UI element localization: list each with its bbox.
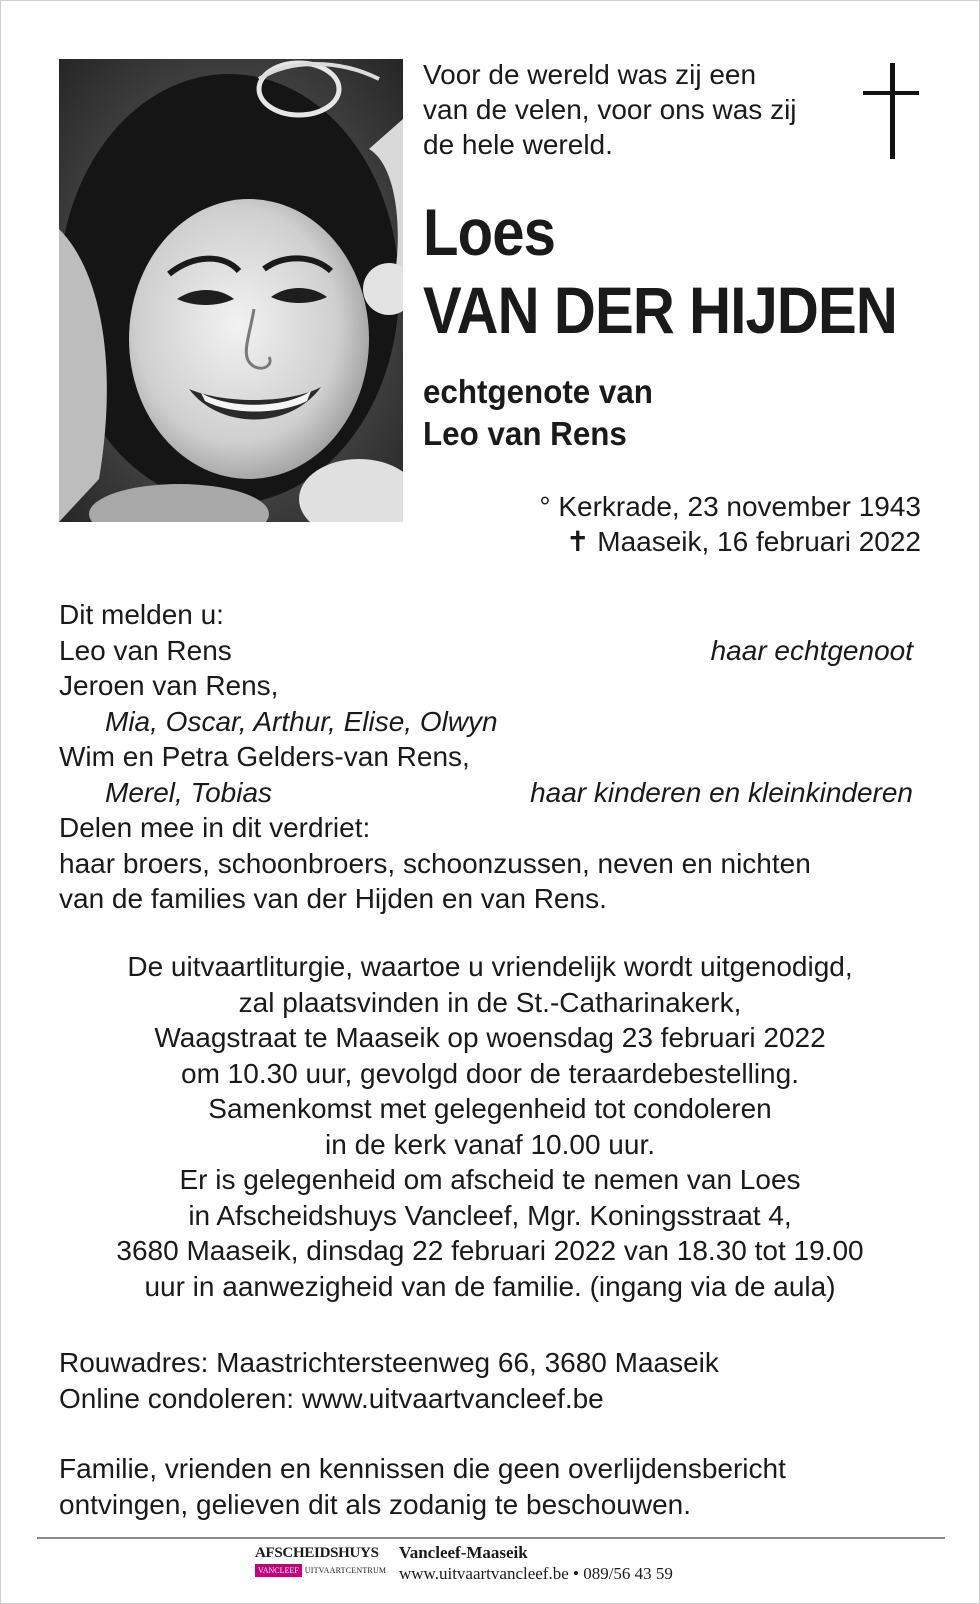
child-name: Jeroen van Rens, <box>59 670 279 701</box>
husband-name: Leo van Rens <box>59 634 232 666</box>
quote-line: Voor de wereld was zij een <box>423 59 757 90</box>
spouse-relation: echtgenote van <box>423 373 653 410</box>
mourning-address: Rouwadres: Maastrichtersteenweg 66, 3680 Maaseik <box>59 1347 719 1378</box>
husband-role: haar echtgenoot <box>710 634 913 666</box>
family-intro: Dit melden u: <box>59 599 224 630</box>
birth-date: ° Kerkrade, 23 november 1943 <box>539 491 921 522</box>
cross-icon <box>863 63 923 159</box>
quote <box>423 57 853 162</box>
firm-name: Vancleef-Maaseik <box>399 1543 528 1562</box>
spouse-info <box>423 371 653 455</box>
family-row <box>59 775 921 811</box>
death-date: ✝ Maaseik, 16 februari 2022 <box>566 526 921 557</box>
service-line: Er is gelegenheid om afscheid te nemen van Loes <box>179 1164 801 1195</box>
service-line: De uitvaartliturgie, waartoe u vriendelijk wordt uitgenodigd, <box>127 951 853 982</box>
service-line: Samenkomst met gelegenheid tot condoleren <box>208 1093 772 1124</box>
website-phone[interactable]: www.uitvaartvancleef.be • 089/56 43 59 <box>399 1564 673 1583</box>
children-role: haar kinderen en kleinkinderen <box>530 776 913 808</box>
grandchildren-names: Merel, Tobias <box>105 776 273 808</box>
service-line: in de kerk vanaf 10.00 uur. <box>325 1128 655 1160</box>
service-line: in Afscheidshuys Vancleef, Mgr. Koningsstraat 4, <box>188 1199 792 1231</box>
life-dates <box>539 489 921 559</box>
portrait-illustration <box>59 59 403 522</box>
family-section <box>59 597 921 917</box>
quote-line: de hele wereld. <box>423 129 613 160</box>
note-line: ontvingen, gelieven dit als zodanig te beschouwen. <box>59 1488 691 1520</box>
share-intro: Delen mee in dit verdriet: <box>59 812 371 843</box>
logo-title: AFSCHEIDSHUYS <box>255 1545 379 1561</box>
funeral-home-logo <box>255 1545 387 1579</box>
footer-divider <box>37 1537 945 1539</box>
service-line: om 10.30 uur, gevolgd door de teraardebestelling. <box>181 1057 799 1089</box>
deceased-name <box>423 193 897 349</box>
grandchildren-names: Mia, Oscar, Arthur, Elise, Olwyn <box>105 705 498 737</box>
note-line: Familie, vrienden en kennissen die geen overlijdensbericht <box>59 1453 786 1484</box>
footer-info <box>399 1542 673 1584</box>
first-name: Loes <box>423 195 556 269</box>
service-line: uur in aanwezigheid van de familie. (ingang via de aula) <box>144 1270 836 1302</box>
logo-right: UITVAARTCENTRUM <box>304 1566 387 1575</box>
share-line: haar broers, schoonbroers, schoonzussen, neven en nichten <box>59 847 811 879</box>
service-line: 3680 Maaseik, dinsdag 22 februari 2022 van 18.30 tot 19.00 <box>116 1235 864 1266</box>
family-row <box>59 633 921 669</box>
contact-info <box>59 1345 719 1416</box>
portrait-photo <box>59 59 403 522</box>
online-condolence: Online condoleren: www.uitvaartvancleef.be <box>59 1382 604 1414</box>
quote-line: van de velen, voor ons was zij <box>423 94 797 125</box>
child-name: Wim en Petra Gelders-van Rens, <box>59 741 470 772</box>
share-line: van de families van der Hijden en van Rens. <box>59 883 607 914</box>
logo-left: VANCLEEF <box>255 1564 302 1577</box>
spouse-name: Leo van Rens <box>423 415 627 452</box>
service-line: Waagstraat te Maaseik op woensdag 23 februari 2022 <box>154 1022 826 1053</box>
service-line: zal plaatsvinden in de St.-Catharinakerk, <box>238 986 742 1018</box>
closing-note <box>59 1451 786 1522</box>
last-name: VAN DER HIJDEN <box>423 273 897 347</box>
service-details <box>59 949 921 1304</box>
logo-bar <box>255 1564 387 1577</box>
